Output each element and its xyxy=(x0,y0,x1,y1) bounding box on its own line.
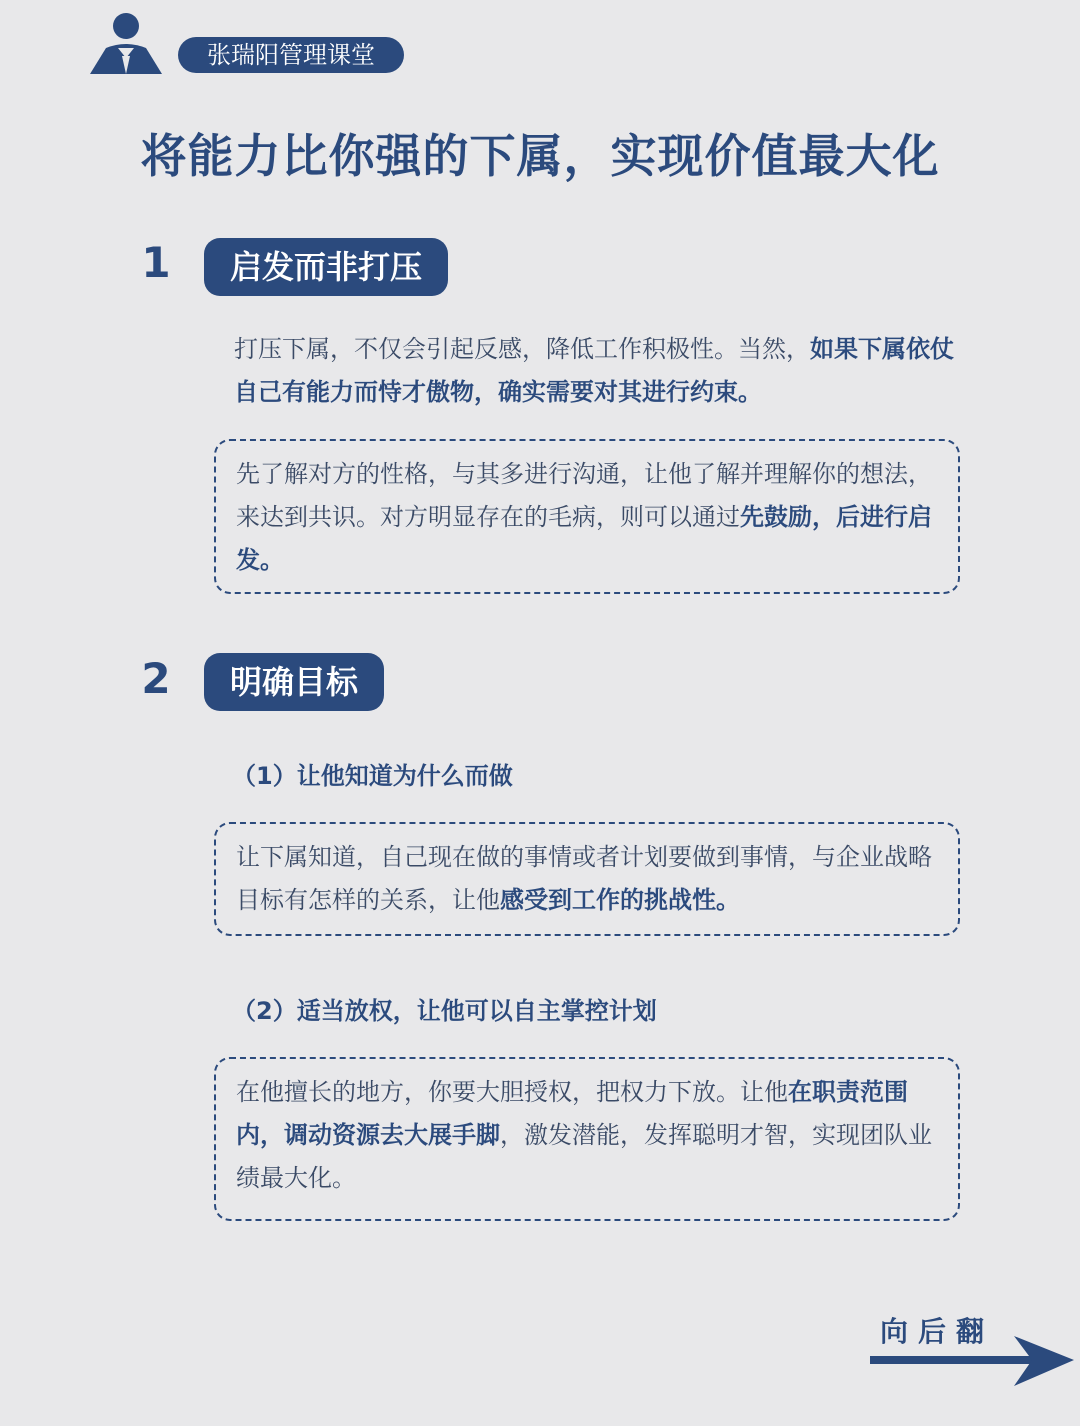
next-page-label[interactable]: 向后翻 xyxy=(880,1315,995,1348)
arrow-right-icon[interactable] xyxy=(868,1334,1076,1388)
paragraph-text: 打压下属，不仅会引起反感，降低工作积极性。当然， xyxy=(234,335,810,363)
tip-box xyxy=(214,439,960,594)
tip-box xyxy=(214,822,960,936)
tip-text: 在他擅长的地方，你要大胆授权，把权力下放。让他 xyxy=(236,1078,788,1106)
tip-text: 先了解对方的性格，与其多进行沟通，让他了解并理解你的想法，来达到共识。对方明显存在的毛病，则可以通过 xyxy=(236,460,932,531)
tip-emphasis: 在职责范围内，调动资源去大展手脚 xyxy=(236,1078,908,1149)
section-paragraph xyxy=(234,328,954,414)
subsection-heading: （1）让他知道为什么而做 xyxy=(232,762,513,790)
paragraph-emphasis: 如果下属依仗自己有能力而恃才傲物，确实需要对其进行约束。 xyxy=(234,335,954,406)
tip-box xyxy=(214,1057,960,1221)
tip-emphasis: 感受到工作的挑战性。 xyxy=(500,886,740,914)
section-heading: 明确目标 xyxy=(204,653,384,711)
page-title: 将能力比你强的下属，实现价值最大化 xyxy=(140,129,940,183)
section-heading: 启发而非打压 xyxy=(204,238,448,296)
section-number: 1 xyxy=(141,238,171,287)
section-number: 2 xyxy=(141,654,171,703)
person-icon xyxy=(88,12,164,76)
tip-text: ，激发潜能，发挥聪明才智，实现团队业绩最大化。 xyxy=(236,1121,932,1192)
subsection-heading: （2）适当放权，让他可以自主掌控计划 xyxy=(232,997,657,1025)
brand-badge: 张瑞阳管理课堂 xyxy=(178,37,404,73)
tip-emphasis: 先鼓励，后进行启发。 xyxy=(236,503,932,574)
tip-text: 让下属知道，自己现在做的事情或者计划要做到事情，与企业战略目标有怎样的关系，让他 xyxy=(236,843,932,914)
